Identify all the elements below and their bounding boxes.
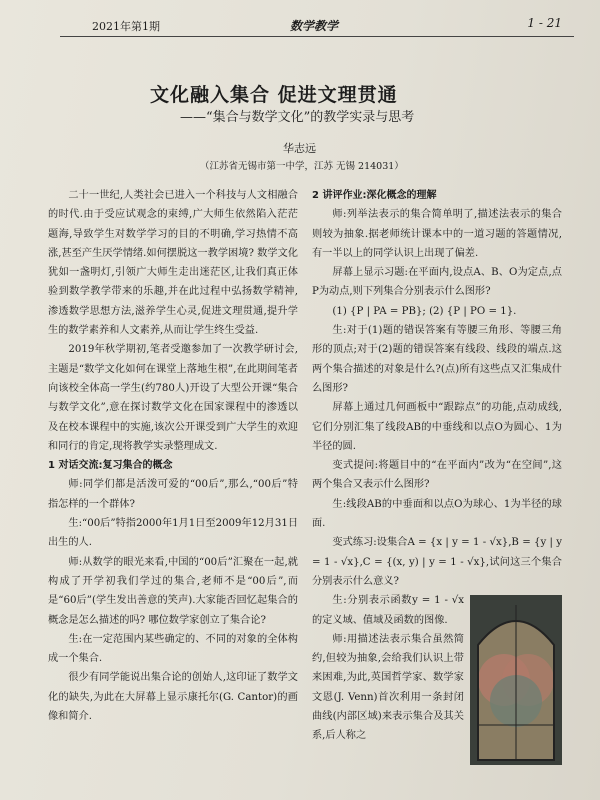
paragraph: 2019年秋学期初,笔者受邀参加了一次教学研讨会,主题是“数学文化如何在课堂上落地生根”,在此期间笔者向该校全体高一学生(约780人)开设了大型公开课“集合与数学文化”,意在探讨数学文化在国家课程中的渗透以及在校本课程中的实施,该次公开课受到广大学生的欢迎和同行的肯定,现将教学实录整理成文.	[48, 344, 298, 452]
paragraph: 屏幕上通过几何画板中“跟踪点”的功能,点动成线,它们分别汇集了线段AB的中垂线和以点O为圆心、1为半径的圆.	[312, 402, 562, 452]
article-subtitle: ——“集合与数学文化”的教学实录与思考	[180, 110, 415, 125]
paragraph: (1) {P | PA = PB}; (2) {P | PO = 1}.	[332, 305, 517, 317]
paragraph: 生:对于(1)题的错误答案有等腰三角形、等腰三角形的顶点;对于(2)题的错误答案有线段、线段的端点.这两个集合描述的对象是什么?(点)所有这些点又汇集成什么图形?	[312, 325, 562, 394]
paragraph: 变式提问:将题目中的“在平面内”改为“在空间”,这两个集合又表示什么图形?	[312, 460, 562, 491]
paragraph: 生:“00后”特指2000年1月1日至2009年12月31日出生的人.	[48, 518, 299, 549]
author-name: 华志远	[283, 142, 316, 155]
journal-name: 数学教学	[290, 19, 339, 33]
paragraph: 师:同学们都是活泼可爱的“00后”,那么,“00后”特指怎样的一个群体?	[48, 479, 298, 510]
article-title: 文化融入集合 促进文理贯通	[150, 84, 398, 106]
left-column	[48, 186, 298, 726]
running-header	[60, 14, 574, 36]
paragraph: 二十一世纪,人类社会已进入一个科技与人文相融合的时代.由于受应试观念的束缚,广大师生依然陷入茫茫题海,导致学生对数学学习的目的不明确,学习热情不高涨,甚至产生厌学情绪.如何摆脱这一教学困境? 数学文化犹如一盏明灯,引领广大师生走出迷茫区,让我们真正体验到数学教学带来的乐趣,并在此过程中弘扬数学精神,渗透数学思想方法,滋养学生心灵,促进文理贯通,提升学生的数学素养和人文素养,从而让学生终生受益.	[48, 190, 298, 337]
issue-label: 2021年第1期	[92, 20, 160, 33]
page-number: 1 - 21	[527, 16, 562, 30]
paragraph: 屏幕上显示习题:在平面内,设点A、B、O为定点,点P为动点,则下列集合分别表示什么图形?	[312, 267, 562, 298]
paragraph: 变式练习:设集合A = {x | y = 1 - √x},B = {y | y = 1 - √x},C = {(x, y) | y = 1 - √x},试问这三个集合分别表示什么意义?	[312, 537, 562, 587]
paragraph: 师:用描述法表示集合虽然简约,但较为抽象,会给我们认识上带来困难,为此,英国哲学家、数学家文恩(J. Venn)首次利用一条封闭曲线(内部区域)来表示集合及其关系,后人称之	[312, 633, 464, 742]
right-column	[312, 186, 562, 765]
paragraph: 生:在一定范围内某些确定的、不同的对象的全体构成一个集合.	[48, 633, 298, 665]
paragraph: 生:线段AB的中垂面和以点O为球心、1为半径的球面.	[312, 498, 562, 530]
section-heading-1: 1 对话交流:复习集合的概念	[48, 460, 173, 472]
paragraph: 生:分别表示函数y = 1 - √x的定义域、值域及函数的图像.	[312, 595, 464, 626]
paragraph: 师:列举法表示的集合简单明了,描述法表示的集合则较为抽象.据老师统计课本中的一道习题的答题情况,有一半以上的同学认识上出现了偏差.	[312, 209, 562, 259]
author-affiliation: （江苏省无锡市第一中学，江苏 无锡 214031）	[200, 161, 404, 172]
paragraph: 很少有同学能说出集合论的创始人,这印证了数学文化的缺失,为此在大屏幕上显示康托尔(G. Cantor)的画像和简介.	[48, 672, 298, 723]
venn-stained-glass-icon	[470, 595, 562, 765]
paragraph: 师:从数学的眼光来看,中国的“00后”汇聚在一起,就构成了开学初我们学过的集合,老师不是“00后”,而是“60后”(学生发出善意的笑声).大家能否回忆起集合的概念是怎么描述的吗? 哪位数学家创立了集合论?	[48, 556, 298, 626]
section-heading-2: 2 讲评作业:深化概念的理解	[312, 190, 437, 201]
header-rule	[60, 36, 574, 37]
